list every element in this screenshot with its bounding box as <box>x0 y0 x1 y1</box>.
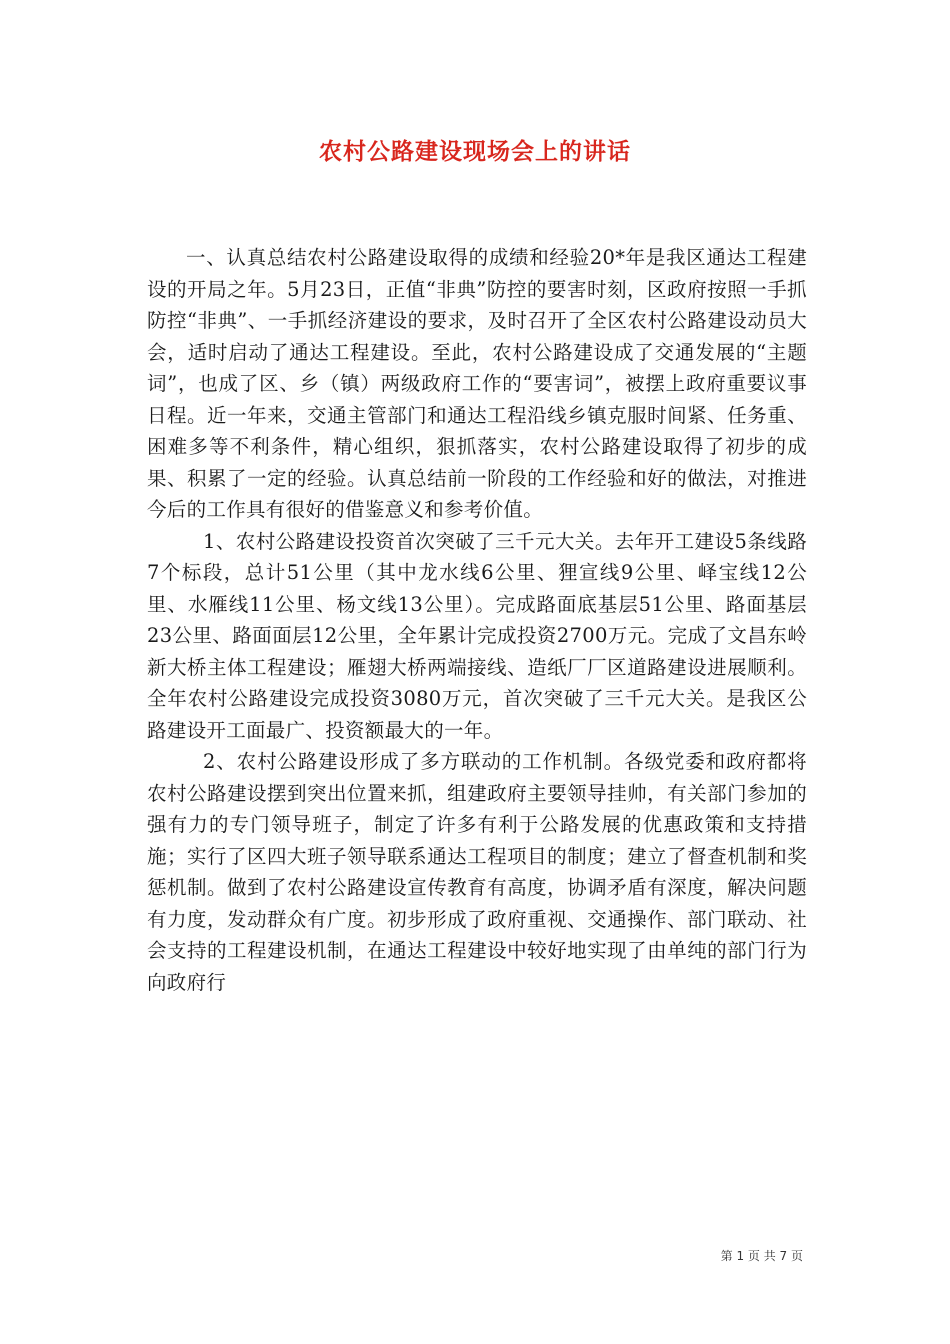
document-title: 农村公路建设现场会上的讲话 <box>319 139 631 165</box>
page-number: 第 1 页 共 7 页 <box>720 1249 803 1263</box>
document-body <box>147 242 807 998</box>
paragraph-summary: 一、认真总结农村公路建设取得的成绩和经验20*年是我区通达工程建设的开局之年。5月23日，正值“非典”防控的要害时刻，区政府按照一手抓防控“非典”、一手抓经济建设的要求，及时召开了全区农村公路建设动员大会，适时启动了通达工程建设。至此，农村公路建设成了交通发展的“主题词”，也成了区、乡（镇）两级政府工作的“要害词”，被摆上政府重要议事日程。近一年来，交通主管部门和通达工程沿线乡镇克服时间紧、任务重、困难多等不利条件，精心组织，狠抓落实，农村公路建设取得了初步的成果、积累了一定的经验。认真总结前一阶段的工作经验和好的做法，对推进今后的工作具有很好的借鉴意义和参考价值。 <box>147 246 807 521</box>
paragraph-mechanism: 2、农村公路建设形成了多方联动的工作机制。各级党委和政府都将农村公路建设摆到突出位置来抓，组建政府主要领导挂帅，有关部门参加的强有力的专门领导班子，制定了许多有利于公路发展的优惠政策和支持措施；实行了区四大班子领导联系通达工程项目的制度；建立了督查机制和奖惩机制。做到了农村公路建设宣传教育有高度，协调矛盾有深度，解决问题有力度，发动群众有广度。初步形成了政府重视、交通操作、部门联动、社会支持的工程建设机制，在通达工程建设中较好地实现了由单纯的部门行为向政府行 <box>147 750 807 994</box>
paragraph-investment: 1、农村公路建设投资首次突破了三千元大关。去年开工建设5条线路7个标段，总计51公里（其中龙水线6公里、狸宣线9公里、峄宝线12公里、水雁线11公里、杨文线13公里）。完成路面底基层51公里、路面基层23公里、路面面层12公里，全年累计完成投资2700万元。完成了文昌东岭新大桥主体工程建设；雁翅大桥两端接线、造纸厂厂区道路建设进展顺利。全年农村公路建设完成投资3080万元，首次突破了三千元大关。是我区公路建设开工面最广、投资额最大的一年。 <box>147 529 807 742</box>
